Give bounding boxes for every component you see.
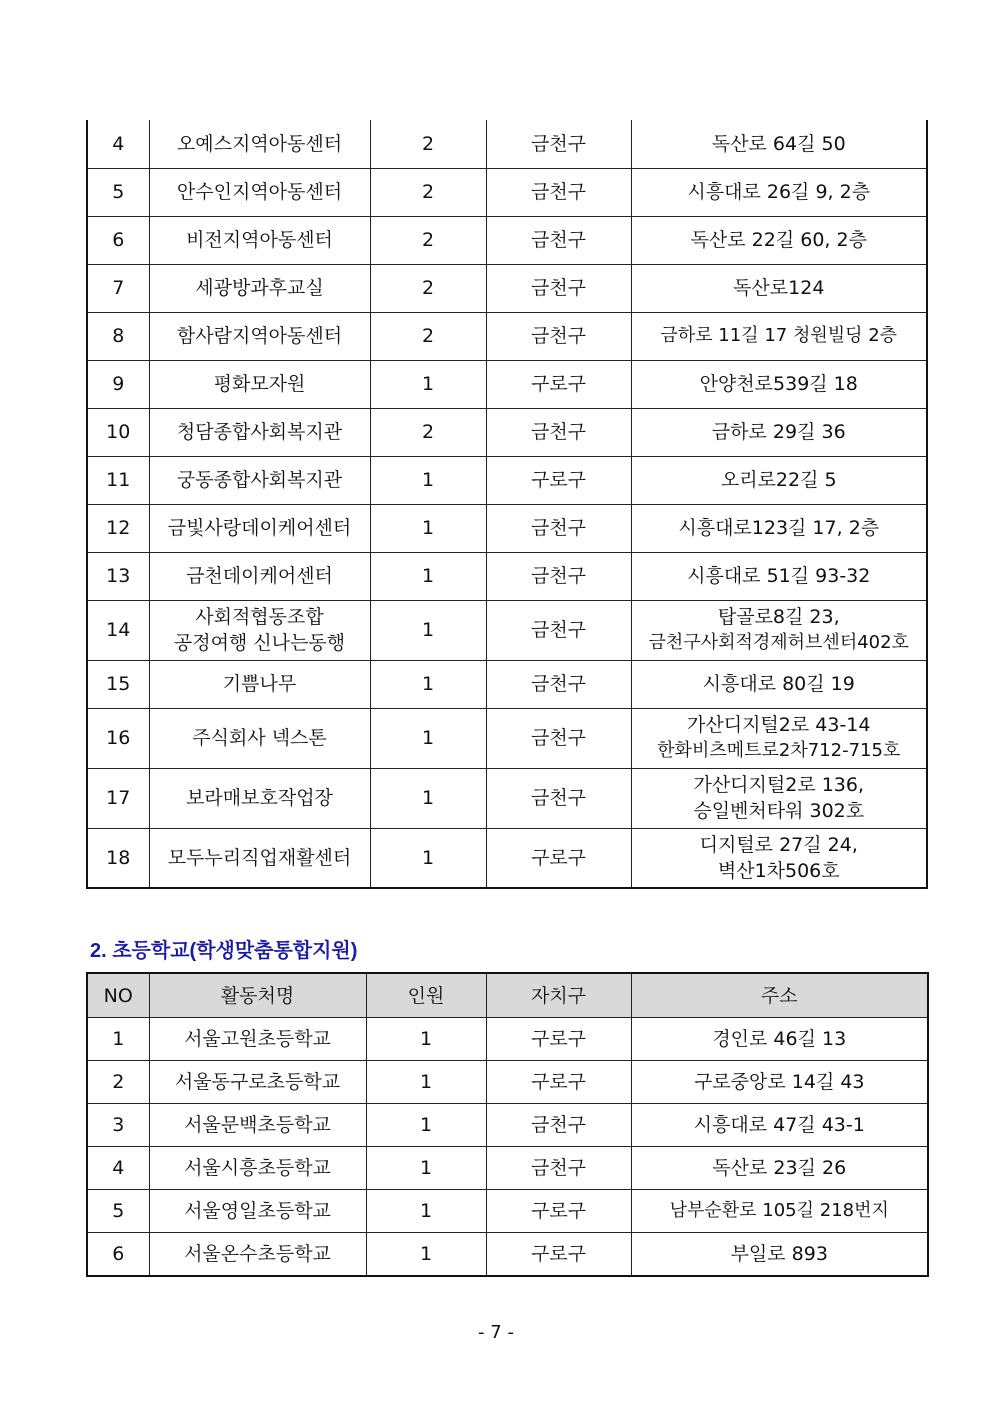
- row-district: 금천구: [486, 216, 631, 264]
- row-name: 서울영일초등학교: [149, 1190, 366, 1233]
- row-count: 1: [370, 600, 486, 660]
- row-address: 안양천로539길 18: [631, 360, 927, 408]
- row-name: 모두누리직업재활센터: [149, 828, 370, 888]
- row-district: 구로구: [486, 828, 631, 888]
- row-address-line1: 탑골로8길 23,: [717, 606, 840, 628]
- row-count: 1: [366, 1018, 486, 1061]
- table-row: [87, 1061, 928, 1104]
- row-count: 1: [370, 828, 486, 888]
- row-district: 금천구: [486, 600, 631, 660]
- row-no: 1: [87, 1018, 149, 1061]
- row-no: 12: [87, 504, 149, 552]
- row-name: 서울동구로초등학교: [149, 1061, 366, 1104]
- row-address-line2: 벽산1차506호: [717, 859, 840, 882]
- row-district: 금천구: [486, 504, 631, 552]
- row-address: 독산로 23길 26: [631, 1147, 928, 1190]
- table-row: [87, 264, 927, 312]
- row-address-line2: 금천구사회적경제허브센터402호: [648, 632, 909, 653]
- row-address: 구로중앙로 14길 43: [631, 1061, 928, 1104]
- table-row: [87, 504, 927, 552]
- row-no: 8: [87, 312, 149, 360]
- row-address-line2: 승일벤처타워 302호: [693, 800, 865, 822]
- row-address: 시흥대로 51길 93-32: [631, 552, 927, 600]
- row-district: 구로구: [486, 1061, 631, 1104]
- row-name: 서울온수초등학교: [149, 1233, 366, 1277]
- row-count: 1: [370, 768, 486, 828]
- row-no: 18: [87, 828, 149, 888]
- row-name: 세광방과후교실: [149, 264, 370, 312]
- table-row: [87, 312, 927, 360]
- table-row: [87, 1147, 928, 1190]
- row-address: 부일로 893: [631, 1233, 928, 1277]
- row-district: 구로구: [486, 1233, 631, 1277]
- row-name: 함사람지역아동센터: [149, 312, 370, 360]
- row-no: 11: [87, 456, 149, 504]
- row-name-line1: 사회적협동조합: [195, 606, 324, 628]
- row-name: 비전지역아동센터: [149, 216, 370, 264]
- header-name: 활동처명: [149, 973, 366, 1018]
- row-count: 1: [370, 456, 486, 504]
- row-address: [631, 708, 927, 768]
- row-address: 독산로 64길 50: [631, 120, 927, 168]
- row-district: 금천구: [486, 708, 631, 768]
- table-row: [87, 768, 927, 828]
- row-no: 7: [87, 264, 149, 312]
- table-row: [87, 1104, 928, 1147]
- section-title: 2. 초등학교(학생맞춤통합지원): [90, 940, 358, 962]
- row-address-line1: 가산디지털2로 43-14: [687, 714, 871, 736]
- table-row: [87, 828, 927, 888]
- row-name: 금빛사랑데이케어센터: [149, 504, 370, 552]
- row-address: 독산로 22길 60, 2층: [631, 216, 927, 264]
- row-count: 1: [370, 660, 486, 708]
- row-address: 금하로 29길 36: [631, 408, 927, 456]
- row-district: 금천구: [486, 264, 631, 312]
- table-row: [87, 660, 927, 708]
- row-no: 6: [87, 1233, 149, 1277]
- table-row: [87, 1233, 928, 1277]
- row-no: 3: [87, 1104, 149, 1147]
- row-no: 4: [87, 1147, 149, 1190]
- row-no: 5: [87, 1190, 149, 1233]
- row-address: 시흥대로 47길 43-1: [631, 1104, 928, 1147]
- row-name: 서울문백초등학교: [149, 1104, 366, 1147]
- row-name: 평화모자원: [149, 360, 370, 408]
- table-row: [87, 408, 927, 456]
- header-count: 인원: [366, 973, 486, 1018]
- row-address: 경인로 46길 13: [631, 1018, 928, 1061]
- row-district: 금천구: [486, 312, 631, 360]
- row-count: 1: [370, 504, 486, 552]
- row-count: 2: [370, 168, 486, 216]
- row-address: 남부순환로 105길 218번지: [631, 1190, 928, 1233]
- table-row: [87, 708, 927, 768]
- row-name-line2: 공정여행 신나는동행: [173, 632, 346, 654]
- row-address: [631, 768, 927, 828]
- row-name: 청담종합사회복지관: [149, 408, 370, 456]
- row-district: 구로구: [486, 1190, 631, 1233]
- row-count: 1: [370, 552, 486, 600]
- row-address-line1: 가산디지털2로 136,: [693, 774, 865, 796]
- row-count: 2: [370, 264, 486, 312]
- row-name: [149, 600, 370, 660]
- row-no: 15: [87, 660, 149, 708]
- row-count: 2: [370, 312, 486, 360]
- table-row: [87, 216, 927, 264]
- row-no: 10: [87, 408, 149, 456]
- row-count: 1: [366, 1147, 486, 1190]
- table-row: [87, 360, 927, 408]
- header-district: 자치구: [486, 973, 631, 1018]
- row-address: 시흥대로 26길 9, 2층: [631, 168, 927, 216]
- row-no: 13: [87, 552, 149, 600]
- row-no: 14: [87, 600, 149, 660]
- row-no: 5: [87, 168, 149, 216]
- row-count: 2: [370, 120, 486, 168]
- row-address: [631, 600, 927, 660]
- row-name: 주식회사 넥스톤: [149, 708, 370, 768]
- row-no: 4: [87, 120, 149, 168]
- table-header-row: [87, 973, 928, 1018]
- row-no: 2: [87, 1061, 149, 1104]
- row-district: 구로구: [486, 360, 631, 408]
- row-address-line2: 한화비츠메트로2차712-715호: [657, 740, 901, 761]
- header-no: NO: [87, 973, 149, 1018]
- row-count: 1: [370, 360, 486, 408]
- table-row: [87, 168, 927, 216]
- row-name: 서울시흥초등학교: [149, 1147, 366, 1190]
- table-row: [87, 120, 927, 168]
- row-name: 기쁨나무: [149, 660, 370, 708]
- row-no: 16: [87, 708, 149, 768]
- row-address: 시흥대로123길 17, 2층: [631, 504, 927, 552]
- row-count: 2: [370, 408, 486, 456]
- header-address: 주소: [631, 973, 928, 1018]
- row-count: 2: [370, 216, 486, 264]
- table-row: [87, 552, 927, 600]
- row-no: 6: [87, 216, 149, 264]
- row-no: 9: [87, 360, 149, 408]
- row-count: 1: [366, 1190, 486, 1233]
- row-address: 금하로 11길 17 청원빌딩 2층: [631, 312, 927, 360]
- row-name: 보라매보호작업장: [149, 768, 370, 828]
- row-count: 1: [366, 1104, 486, 1147]
- row-name: 금천데이케어센터: [149, 552, 370, 600]
- row-no: 17: [87, 768, 149, 828]
- elementary-school-table: [86, 972, 929, 1277]
- row-district: 금천구: [486, 1147, 631, 1190]
- row-name: 오예스지역아동센터: [149, 120, 370, 168]
- row-district: 금천구: [486, 168, 631, 216]
- row-count: 1: [366, 1233, 486, 1277]
- table-row: [87, 456, 927, 504]
- row-district: 구로구: [486, 456, 631, 504]
- row-address: 독산로124: [631, 264, 927, 312]
- row-district: 금천구: [486, 768, 631, 828]
- table-row: [87, 1190, 928, 1233]
- row-count: 1: [366, 1061, 486, 1104]
- row-count: 1: [370, 708, 486, 768]
- row-district: 금천구: [486, 1104, 631, 1147]
- row-name: 궁동종합사회복지관: [149, 456, 370, 504]
- row-district: 금천구: [486, 552, 631, 600]
- row-name: 서울고원초등학교: [149, 1018, 366, 1061]
- row-district: 금천구: [486, 120, 631, 168]
- row-district: 금천구: [486, 408, 631, 456]
- row-name: 안수인지역아동센터: [149, 168, 370, 216]
- table-row: [87, 1018, 928, 1061]
- table-row: [87, 600, 927, 660]
- row-address: 시흥대로 80길 19: [631, 660, 927, 708]
- row-address: 오리로22길 5: [631, 456, 927, 504]
- row-address-line1: 디지털로 27길 24,: [699, 833, 858, 856]
- page-number: - 7 -: [478, 1322, 514, 1343]
- facility-table-continued: [86, 120, 928, 889]
- row-district: 금천구: [486, 660, 631, 708]
- row-address: [631, 828, 927, 888]
- row-district: 구로구: [486, 1018, 631, 1061]
